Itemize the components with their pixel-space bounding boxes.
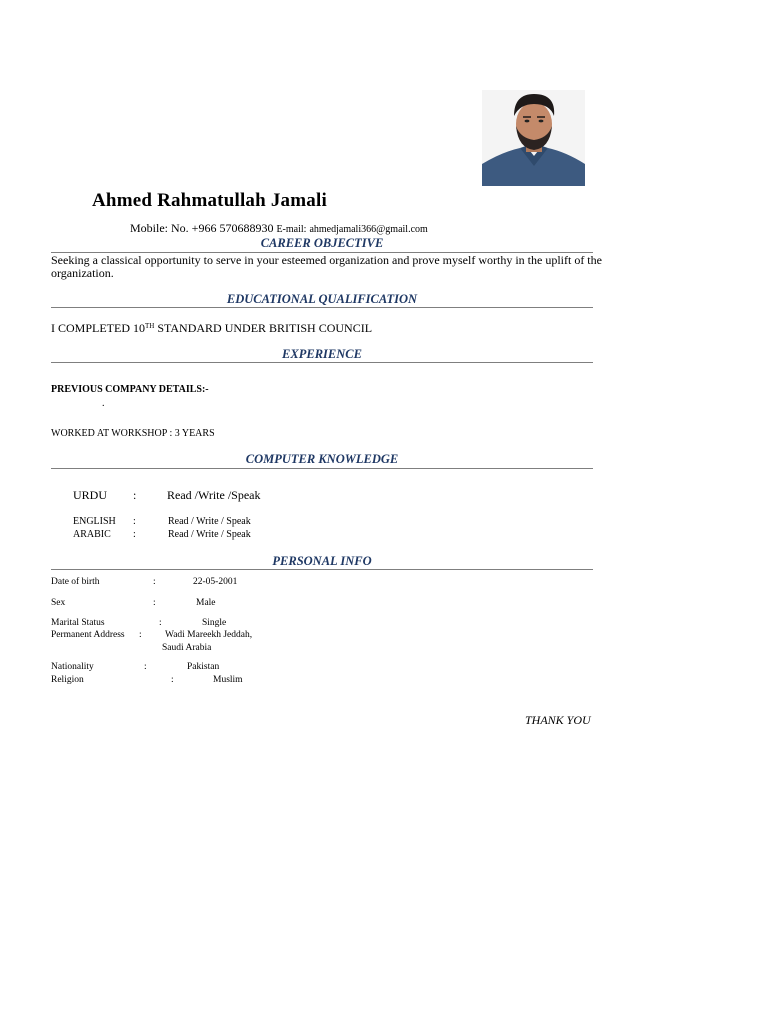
info-value-dob: 22-05-2001 [193, 577, 238, 587]
info-value-marital-status: Single [202, 618, 227, 628]
divider [51, 362, 593, 363]
divider [51, 468, 593, 469]
workshop-experience: WORKED AT WORKSHOP : 3 YEARS [51, 428, 215, 439]
person-portrait-icon [482, 90, 585, 186]
info-separator: : [144, 662, 147, 672]
language-separator: : [133, 516, 136, 527]
mobile-label: Mobile: No. [130, 221, 189, 235]
personal-info-heading: PERSONAL INFO [272, 554, 372, 568]
profile-photo [482, 90, 585, 186]
language-name: ENGLISH [73, 516, 116, 527]
info-value-address-line2: Saudi Arabia [162, 643, 212, 653]
contact-line [130, 221, 428, 236]
language-separator: : [133, 529, 136, 540]
divider [51, 307, 593, 308]
info-label-sex: Sex [51, 598, 66, 608]
education-heading: EDUCATIONAL QUALIFICATION [226, 292, 418, 306]
info-separator: : [159, 618, 162, 628]
education-text-superscript: TH [145, 322, 155, 330]
language-skill: Read / Write / Speak [168, 529, 251, 540]
info-separator: : [171, 675, 174, 685]
language-skill: Read /Write /Speak [167, 488, 261, 502]
divider [51, 569, 593, 570]
email-value: ahmedjamali366@gmail.com [309, 224, 428, 235]
language-name: ARABIC [73, 529, 111, 540]
info-label-address: Permanent Address [51, 630, 125, 640]
experience-dot: . [102, 398, 105, 409]
language-name: URDU [73, 488, 108, 502]
info-value-address: Wadi Mareekh Jeddah, [165, 630, 253, 640]
language-separator: : [133, 488, 137, 502]
previous-company-label: PREVIOUS COMPANY DETAILS:- [51, 384, 209, 395]
experience-heading: EXPERIENCE [282, 347, 362, 361]
candidate-name: Ahmed Rahmatullah Jamali [92, 190, 327, 211]
career-objective-text: Seeking a classical opportunity to serve in your esteemed organization and prove myself worthy in the uplift of the organization. [51, 253, 602, 280]
education-text-rest: STANDARD UNDER BRITISH COUNCIL [154, 321, 373, 335]
info-value-nationality: Pakistan [187, 662, 220, 672]
info-separator: : [153, 577, 156, 587]
info-label-dob: Date of birth [51, 577, 100, 587]
education-text [51, 321, 372, 336]
info-separator: : [153, 598, 156, 608]
info-label-nationality: Nationality [51, 662, 94, 672]
email-label: E-mail: [276, 224, 307, 235]
computer-knowledge-heading: COMPUTER KNOWLEDGE [245, 452, 399, 466]
mobile-value: +966 570688930 [191, 221, 274, 235]
language-skill: Read / Write / Speak [168, 516, 251, 527]
info-separator: : [139, 630, 142, 640]
education-text-main: I COMPLETED 10 [51, 321, 145, 335]
info-label-marital-status: Marital Status [51, 618, 105, 628]
info-value-sex: Male [196, 598, 216, 608]
career-objective-heading: CAREER OBJECTIVE [260, 236, 384, 250]
info-label-religion: Religion [51, 675, 84, 685]
info-value-religion: Muslim [213, 675, 243, 685]
thank-you-text: THANK YOU [525, 713, 591, 727]
